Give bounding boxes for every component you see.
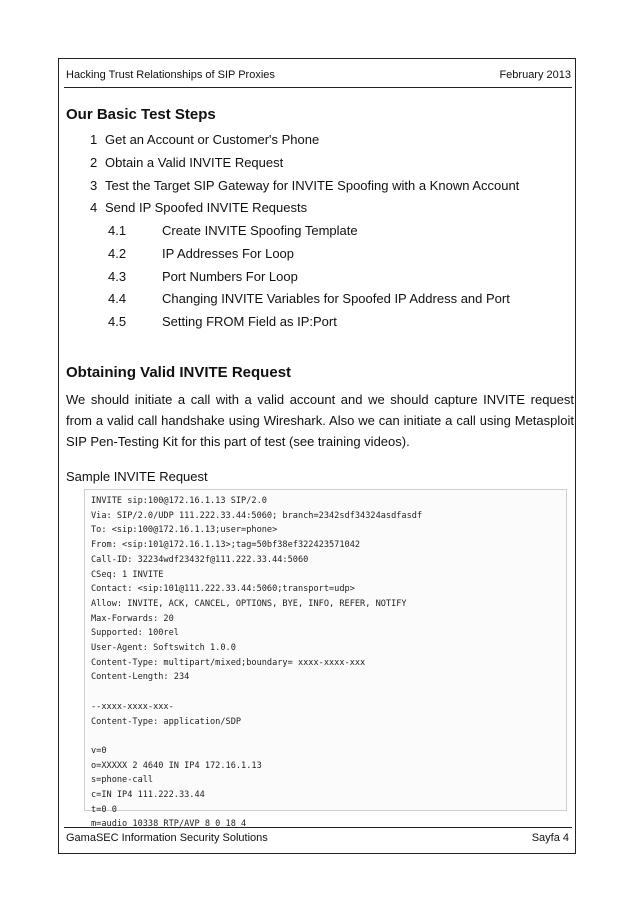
section-heading-valid-invite: Obtaining Valid INVITE Request: [66, 364, 292, 381]
steps-list: [90, 131, 519, 222]
page-footer: [66, 832, 569, 844]
footer-company: GamaSEC Information Security Solutions: [66, 832, 268, 844]
list-item: 4.1 Create INVITE Spoofing Template: [108, 223, 358, 238]
list-item: 3 Test the Target SIP Gateway for INVITE Spoofing with a Known Account: [90, 177, 520, 193]
list-item: 1 Get an Account or Customer's Phone: [90, 132, 320, 147]
footer-divider: [64, 827, 572, 828]
header-title: Hacking Trust Relationships of SIP Proxies: [66, 69, 275, 81]
list-item: 4.3 Port Numbers For Loop: [108, 268, 298, 284]
header-divider: [64, 87, 572, 88]
list-item: 4 Send IP Spoofed INVITE Requests: [90, 200, 308, 216]
list-item: 4.4 Changing INVITE Variables for Spoofed IP Address and Port: [108, 291, 510, 307]
body-paragraph: We should initiate a call with a valid account and we should capture INVITE request from a valid call handshake using Wireshark. Also we can initiate a call using Metasploit SIP Pen-Testing Kit for this part of test (see training videos).: [66, 392, 574, 449]
page-header: [66, 69, 571, 81]
section-heading-test-steps: Our Basic Test Steps: [66, 106, 216, 123]
list-item: 4.2 IP Addresses For Loop: [108, 245, 295, 261]
page-number: Sayfa 4: [531, 832, 569, 844]
list-item: 2 Obtain a Valid INVITE Request: [90, 154, 284, 170]
sample-label: Sample INVITE Request: [66, 469, 208, 484]
substeps-list: [108, 222, 510, 336]
list-item: 4.5 Setting FROM Field as IP:Port: [108, 314, 337, 330]
code-block: INVITE sip:100@172.16.1.13 SIP/2.0 Via: SIP/2.0/UDP 111.222.33.44:5060; branch=2342sdf34324asdfasdf To: <sip:100@172.16.1.13;user=phone> From: <sip:101@172.16.1.13>;tag=50bf38ef322423571042 Call-ID: 32234wdf23432f@111.222.33.44:5060 CSeq: 1 INVITE Contact: <sip:101@111.222.33.44:5060;transport=udp> Allow: INVITE, ACK, CANCEL, OPTIONS, BYE, INFO, REFER, NOTIFY Max-Forwards: 20 Supported: 100rel User-Agent: Softswitch 1.0.0 Content-Type: multipart/mixed;boundary= xxxx-xxxx-xxx Content-Length: 234 --xxxx-xxxx-xxx- Content-Type: application/SDP v=0 o=XXXXX 2 4640 IN IP4 172.16.1.13 s=phone-call c=IN IP4 111.222.33.44 t=0 0 m=audio 10338 RTP/AVP 8 0 18 4: [91, 496, 423, 830]
header-date: February 2013: [499, 69, 571, 81]
